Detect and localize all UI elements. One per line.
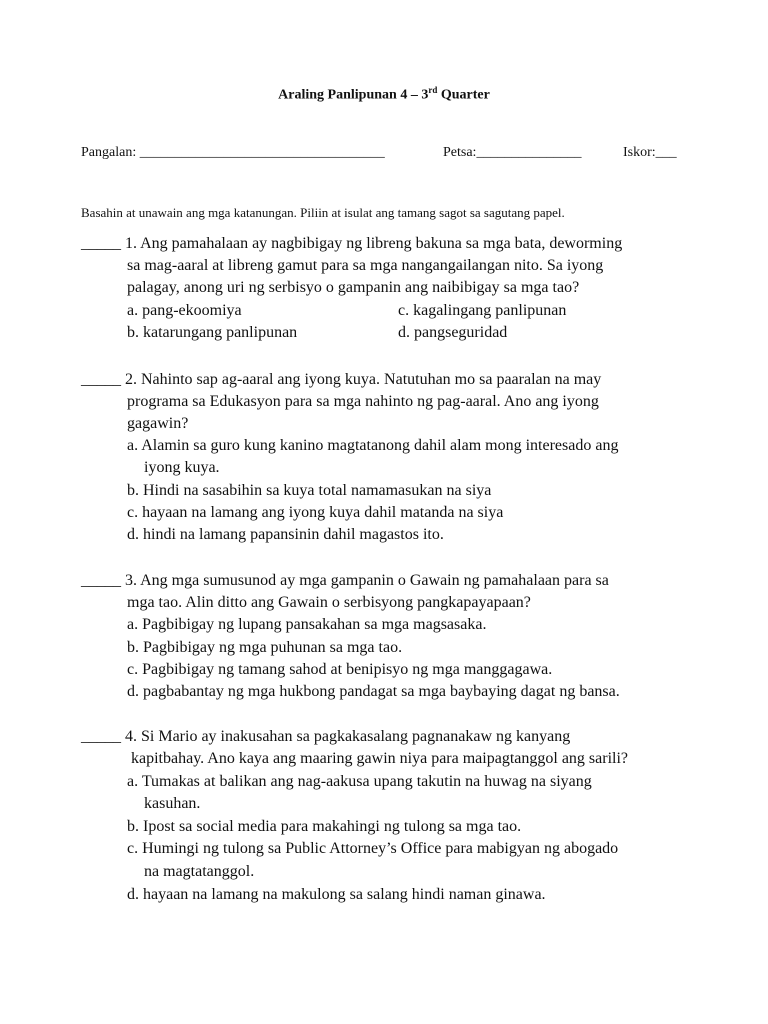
question-2-line-3: gagawin? <box>127 415 189 432</box>
question-4-choice-a-continued: kasuhan. <box>144 795 201 812</box>
question-4-choice-c-continued: na magtatanggol. <box>144 863 255 880</box>
worksheet-title <box>0 85 768 104</box>
question-4-choice-a: a. Tumakas at balikan ang nag-aakusa upang takutin na huwag na siyang <box>127 773 592 790</box>
title-suffix: Quarter <box>437 87 490 103</box>
question-3-choice-b: b. Pagbibigay ng mga puhunan sa mga tao. <box>127 639 403 656</box>
name-field-label: Pangalan: ___________________________________ <box>81 145 385 160</box>
title-superscript: rd <box>428 85 438 95</box>
date-field-label: Petsa:_______________ <box>443 145 582 160</box>
question-2-line-1: _____ 2. Nahinto sap ag-aaral ang iyong kuya. Natutuhan mo sa paaralan na may <box>81 371 602 388</box>
question-1-choice-b: b. katarungang panlipunan <box>127 324 298 341</box>
question-4-line-1: _____ 4. Si Mario ay inakusahan sa pagkakasalang pagnanakaw ng kanyang <box>81 728 571 745</box>
instructions: Basahin at unawain ang mga katanungan. Piliin at isulat ang tamang sagot sa sagutang papel. <box>81 205 565 220</box>
question-2-choice-c: c. hayaan na lamang ang iyong kuya dahil matanda na siya <box>127 504 504 521</box>
question-1-choice-c: c. kagalingang panlipunan <box>398 302 567 319</box>
question-3-choice-c: c. Pagbibigay ng tamang sahod at benipisyo ng mga manggagawa. <box>127 661 553 678</box>
question-4-choice-d: d. hayaan na lamang na makulong sa salang hindi naman ginawa. <box>127 886 546 903</box>
question-1-line-3: palagay, anong uri ng serbisyo o gampanin ang naibibigay sa mga tao? <box>127 279 580 296</box>
question-3-line-2: mga tao. Alin ditto ang Gawain o serbisyong pangkapayapaan? <box>127 594 531 611</box>
question-4-line-2: kapitbahay. Ano kaya ang maaring gawin niya para maipagtanggol ang sarili? <box>131 750 629 767</box>
question-2-choice-b: b. Hindi na sasabihin sa kuya total namamasukan na siya <box>127 482 492 499</box>
question-3-choice-a: a. Pagbibigay ng lupang pansakahan sa mga magsasaka. <box>127 616 487 633</box>
question-2-choice-a: a. Alamin sa guro kung kanino magtatanong dahil alam mong interesado ang <box>127 437 619 454</box>
question-1-line-2: sa mag-aaral at libreng gamut para sa mga nangangailangan nito. Sa iyong <box>127 257 604 274</box>
question-3-line-1: _____ 3. Ang mga sumusunod ay mga gampanin o Gawain ng pamahalaan para sa <box>81 572 609 589</box>
score-field-label: Iskor:___ <box>623 145 677 160</box>
question-3-choice-d: d. pagbabantay ng mga hukbong pandagat sa mga baybaying dagat ng bansa. <box>127 683 620 700</box>
question-1-choice-a: a. pang-ekoomiya <box>127 302 242 319</box>
question-2-line-2: programa sa Edukasyon para sa mga nahinto ng pag-aaral. Ano ang iyong <box>127 393 599 410</box>
question-1-choice-d: d. pangseguridad <box>398 324 508 341</box>
title-text: Araling Panlipunan 4 – 3 <box>278 87 429 103</box>
question-4-choice-b: b. Ipost sa social media para makahingi ng tulong sa mga tao. <box>127 818 522 835</box>
question-2-choice-d: d. hindi na lamang papansinin dahil magastos ito. <box>127 526 444 543</box>
question-2-choice-a-continued: iyong kuya. <box>144 459 220 476</box>
question-4-choice-c: c. Humingi ng tulong sa Public Attorney’s Office para mabigyan ng abogado <box>127 840 619 857</box>
question-1-line-1: _____ 1. Ang pamahalaan ay nagbibigay ng libreng bakuna sa mga bata, deworming <box>81 235 623 252</box>
